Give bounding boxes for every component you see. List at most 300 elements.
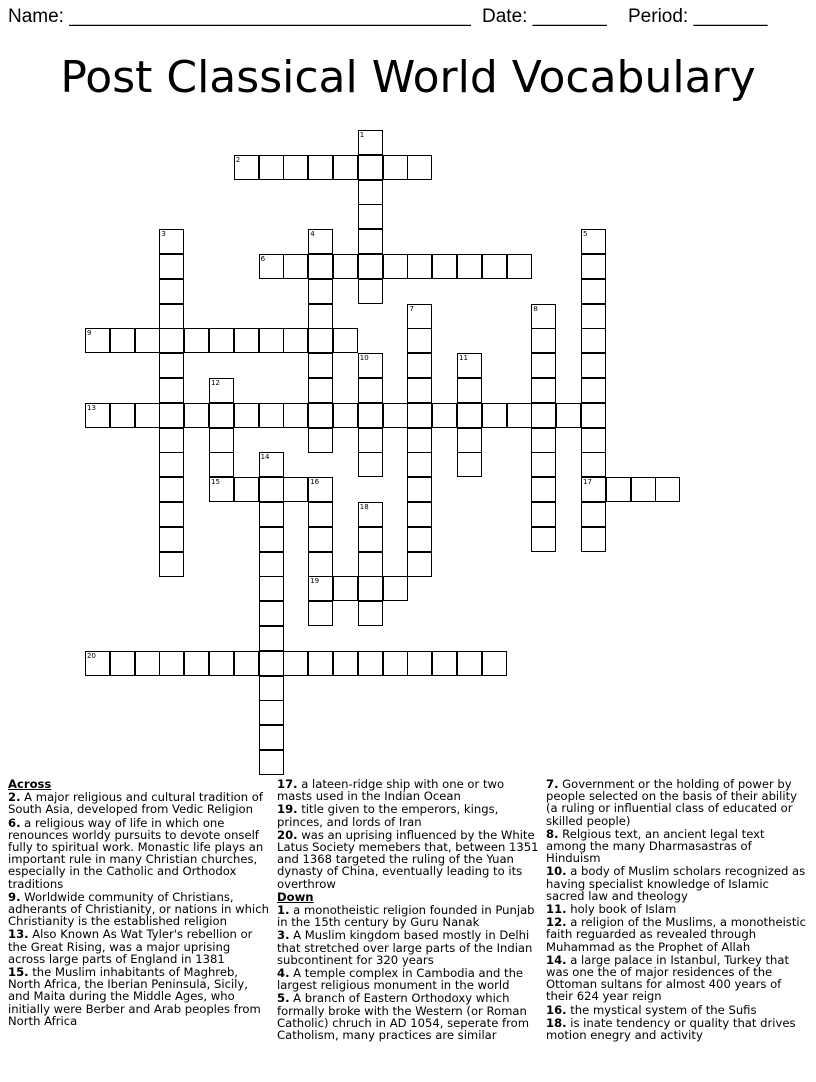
- cell-input[interactable]: [284, 652, 307, 675]
- cell-input[interactable]: [160, 255, 183, 278]
- cell-input[interactable]: [160, 553, 183, 576]
- grid-cell[interactable]: [556, 403, 581, 428]
- grid-cell[interactable]: [407, 304, 432, 329]
- cell-input[interactable]: [309, 329, 332, 352]
- cell-input[interactable]: [384, 156, 407, 179]
- cell-input[interactable]: [235, 156, 258, 179]
- grid-cell[interactable]: [283, 328, 308, 353]
- cell-input[interactable]: [359, 379, 382, 402]
- cell-input[interactable]: [384, 404, 407, 427]
- grid-cell[interactable]: [259, 676, 284, 701]
- cell-input[interactable]: [160, 280, 183, 303]
- cell-input[interactable]: [582, 305, 605, 328]
- cell-input[interactable]: [582, 429, 605, 452]
- grid-cell[interactable]: [457, 452, 482, 477]
- grid-cell[interactable]: [159, 279, 184, 304]
- grid-cell[interactable]: [358, 576, 383, 601]
- grid-cell[interactable]: [159, 304, 184, 329]
- grid-cell[interactable]: [358, 601, 383, 626]
- grid-cell[interactable]: [482, 651, 507, 676]
- grid-cell[interactable]: [333, 576, 358, 601]
- cell-input[interactable]: [235, 478, 258, 501]
- grid-cell[interactable]: [581, 328, 606, 353]
- grid-cell[interactable]: [308, 428, 333, 453]
- cell-input[interactable]: [433, 255, 456, 278]
- cell-input[interactable]: [557, 404, 580, 427]
- cell-input[interactable]: [582, 329, 605, 352]
- grid-cell[interactable]: [531, 477, 556, 502]
- cell-input[interactable]: [111, 652, 134, 675]
- grid-cell[interactable]: [407, 155, 432, 180]
- grid-cell[interactable]: [507, 254, 532, 279]
- cell-input[interactable]: [408, 553, 431, 576]
- grid-cell[interactable]: [358, 130, 383, 155]
- cell-input[interactable]: [359, 131, 382, 154]
- grid-cell[interactable]: [259, 725, 284, 750]
- grid-cell[interactable]: [159, 254, 184, 279]
- grid-cell[interactable]: [159, 428, 184, 453]
- grid-cell[interactable]: [333, 651, 358, 676]
- grid-cell[interactable]: [85, 328, 110, 353]
- cell-input[interactable]: [260, 503, 283, 526]
- cell-input[interactable]: [458, 652, 481, 675]
- cell-input[interactable]: [408, 156, 431, 179]
- grid-cell[interactable]: [85, 651, 110, 676]
- grid-cell[interactable]: [432, 254, 457, 279]
- grid-cell[interactable]: [259, 155, 284, 180]
- cell-input[interactable]: [582, 404, 605, 427]
- cell-input[interactable]: [309, 478, 332, 501]
- cell-input[interactable]: [483, 255, 506, 278]
- cell-input[interactable]: [210, 478, 233, 501]
- grid-cell[interactable]: [432, 403, 457, 428]
- cell-input[interactable]: [458, 404, 481, 427]
- cell-input[interactable]: [582, 503, 605, 526]
- grid-cell[interactable]: [308, 254, 333, 279]
- grid-cell[interactable]: [581, 353, 606, 378]
- grid-cell[interactable]: [581, 428, 606, 453]
- grid-cell[interactable]: [259, 527, 284, 552]
- cell-input[interactable]: [235, 652, 258, 675]
- grid-cell[interactable]: [259, 403, 284, 428]
- cell-input[interactable]: [136, 404, 159, 427]
- cell-input[interactable]: [582, 528, 605, 551]
- grid-cell[interactable]: [432, 651, 457, 676]
- cell-input[interactable]: [260, 255, 283, 278]
- cell-input[interactable]: [260, 156, 283, 179]
- cell-input[interactable]: [309, 404, 332, 427]
- grid-cell[interactable]: [383, 651, 408, 676]
- grid-cell[interactable]: [531, 428, 556, 453]
- cell-input[interactable]: [260, 404, 283, 427]
- cell-input[interactable]: [582, 354, 605, 377]
- cell-input[interactable]: [160, 329, 183, 352]
- cell-input[interactable]: [160, 379, 183, 402]
- cell-input[interactable]: [111, 404, 134, 427]
- cell-input[interactable]: [309, 354, 332, 377]
- grid-cell[interactable]: [482, 403, 507, 428]
- cell-input[interactable]: [260, 528, 283, 551]
- grid-cell[interactable]: [531, 378, 556, 403]
- grid-cell[interactable]: [308, 651, 333, 676]
- grid-cell[interactable]: [581, 403, 606, 428]
- grid-cell[interactable]: [407, 328, 432, 353]
- grid-cell[interactable]: [407, 477, 432, 502]
- grid-cell[interactable]: [159, 527, 184, 552]
- grid-cell[interactable]: [655, 477, 680, 502]
- grid-cell[interactable]: [159, 502, 184, 527]
- cell-input[interactable]: [210, 379, 233, 402]
- grid-cell[interactable]: [209, 452, 234, 477]
- grid-cell[interactable]: [159, 328, 184, 353]
- grid-cell[interactable]: [110, 328, 135, 353]
- grid-cell[interactable]: [259, 254, 284, 279]
- grid-cell[interactable]: [407, 403, 432, 428]
- cell-input[interactable]: [582, 280, 605, 303]
- grid-cell[interactable]: [407, 651, 432, 676]
- cell-input[interactable]: [359, 230, 382, 253]
- grid-cell[interactable]: [308, 502, 333, 527]
- grid-cell[interactable]: [135, 403, 160, 428]
- cell-input[interactable]: [508, 255, 531, 278]
- grid-cell[interactable]: [531, 304, 556, 329]
- cell-input[interactable]: [309, 528, 332, 551]
- cell-input[interactable]: [458, 255, 481, 278]
- cell-input[interactable]: [359, 205, 382, 228]
- grid-cell[interactable]: [457, 254, 482, 279]
- grid-cell[interactable]: [259, 651, 284, 676]
- cell-input[interactable]: [284, 255, 307, 278]
- grid-cell[interactable]: [184, 403, 209, 428]
- grid-cell[interactable]: [333, 155, 358, 180]
- grid-cell[interactable]: [209, 328, 234, 353]
- cell-input[interactable]: [408, 478, 431, 501]
- grid-cell[interactable]: [283, 254, 308, 279]
- grid-cell[interactable]: [259, 700, 284, 725]
- grid-cell[interactable]: [358, 527, 383, 552]
- grid-cell[interactable]: [383, 576, 408, 601]
- cell-input[interactable]: [309, 577, 332, 600]
- cell-input[interactable]: [86, 652, 109, 675]
- grid-cell[interactable]: [407, 527, 432, 552]
- grid-cell[interactable]: [135, 328, 160, 353]
- cell-input[interactable]: [532, 478, 555, 501]
- grid-cell[interactable]: [234, 155, 259, 180]
- cell-input[interactable]: [260, 478, 283, 501]
- grid-cell[interactable]: [383, 155, 408, 180]
- cell-input[interactable]: [160, 503, 183, 526]
- cell-input[interactable]: [210, 453, 233, 476]
- cell-input[interactable]: [408, 528, 431, 551]
- cell-input[interactable]: [260, 751, 283, 774]
- cell-input[interactable]: [160, 528, 183, 551]
- cell-input[interactable]: [359, 156, 382, 179]
- cell-input[interactable]: [532, 453, 555, 476]
- grid-cell[interactable]: [358, 378, 383, 403]
- grid-cell[interactable]: [234, 328, 259, 353]
- grid-cell[interactable]: [110, 403, 135, 428]
- cell-input[interactable]: [260, 602, 283, 625]
- grid-cell[interactable]: [531, 452, 556, 477]
- grid-cell[interactable]: [507, 403, 532, 428]
- cell-input[interactable]: [582, 230, 605, 253]
- cell-input[interactable]: [359, 453, 382, 476]
- grid-cell[interactable]: [531, 328, 556, 353]
- grid-cell[interactable]: [259, 576, 284, 601]
- grid-cell[interactable]: [358, 204, 383, 229]
- cell-input[interactable]: [309, 652, 332, 675]
- grid-cell[interactable]: [457, 428, 482, 453]
- cell-input[interactable]: [359, 652, 382, 675]
- grid-cell[interactable]: [358, 502, 383, 527]
- grid-cell[interactable]: [358, 452, 383, 477]
- cell-input[interactable]: [136, 652, 159, 675]
- cell-input[interactable]: [260, 627, 283, 650]
- cell-input[interactable]: [284, 404, 307, 427]
- grid-cell[interactable]: [209, 428, 234, 453]
- cell-input[interactable]: [260, 726, 283, 749]
- grid-cell[interactable]: [85, 403, 110, 428]
- grid-cell[interactable]: [259, 750, 284, 775]
- cell-input[interactable]: [359, 553, 382, 576]
- cell-input[interactable]: [532, 528, 555, 551]
- grid-cell[interactable]: [259, 552, 284, 577]
- grid-cell[interactable]: [234, 403, 259, 428]
- name-field-label[interactable]: Name: ______________________________________: [8, 6, 471, 27]
- cell-input[interactable]: [334, 255, 357, 278]
- cell-input[interactable]: [160, 354, 183, 377]
- cell-input[interactable]: [359, 404, 382, 427]
- cell-input[interactable]: [160, 404, 183, 427]
- cell-input[interactable]: [260, 329, 283, 352]
- cell-input[interactable]: [260, 677, 283, 700]
- cell-input[interactable]: [235, 329, 258, 352]
- cell-input[interactable]: [309, 429, 332, 452]
- grid-cell[interactable]: [531, 527, 556, 552]
- cell-input[interactable]: [284, 478, 307, 501]
- grid-cell[interactable]: [581, 279, 606, 304]
- cell-input[interactable]: [185, 329, 208, 352]
- grid-cell[interactable]: [308, 353, 333, 378]
- grid-cell[interactable]: [383, 254, 408, 279]
- cell-input[interactable]: [384, 255, 407, 278]
- cell-input[interactable]: [160, 305, 183, 328]
- cell-input[interactable]: [607, 478, 630, 501]
- cell-input[interactable]: [408, 255, 431, 278]
- cell-input[interactable]: [334, 329, 357, 352]
- cell-input[interactable]: [160, 453, 183, 476]
- grid-cell[interactable]: [184, 651, 209, 676]
- grid-cell[interactable]: [383, 403, 408, 428]
- grid-cell[interactable]: [407, 502, 432, 527]
- grid-cell[interactable]: [407, 428, 432, 453]
- cell-input[interactable]: [433, 652, 456, 675]
- grid-cell[interactable]: [308, 576, 333, 601]
- cell-input[interactable]: [359, 528, 382, 551]
- grid-cell[interactable]: [457, 353, 482, 378]
- grid-cell[interactable]: [581, 378, 606, 403]
- cell-input[interactable]: [284, 156, 307, 179]
- grid-cell[interactable]: [407, 254, 432, 279]
- cell-input[interactable]: [408, 429, 431, 452]
- cell-input[interactable]: [309, 255, 332, 278]
- grid-cell[interactable]: [407, 452, 432, 477]
- grid-cell[interactable]: [159, 378, 184, 403]
- cell-input[interactable]: [384, 577, 407, 600]
- grid-cell[interactable]: [358, 353, 383, 378]
- grid-cell[interactable]: [283, 651, 308, 676]
- grid-cell[interactable]: [283, 403, 308, 428]
- cell-input[interactable]: [210, 404, 233, 427]
- cell-input[interactable]: [334, 156, 357, 179]
- cell-input[interactable]: [160, 478, 183, 501]
- cell-input[interactable]: [458, 379, 481, 402]
- grid-cell[interactable]: [308, 328, 333, 353]
- grid-cell[interactable]: [358, 180, 383, 205]
- cell-input[interactable]: [408, 404, 431, 427]
- cell-input[interactable]: [408, 652, 431, 675]
- grid-cell[interactable]: [457, 378, 482, 403]
- cell-input[interactable]: [309, 305, 332, 328]
- cell-input[interactable]: [160, 429, 183, 452]
- grid-cell[interactable]: [606, 477, 631, 502]
- grid-cell[interactable]: [457, 403, 482, 428]
- grid-cell[interactable]: [531, 502, 556, 527]
- cell-input[interactable]: [309, 379, 332, 402]
- cell-input[interactable]: [160, 652, 183, 675]
- grid-cell[interactable]: [358, 254, 383, 279]
- period-field-label[interactable]: Period: _______: [628, 6, 768, 27]
- cell-input[interactable]: [334, 404, 357, 427]
- cell-input[interactable]: [408, 503, 431, 526]
- grid-cell[interactable]: [209, 651, 234, 676]
- cell-input[interactable]: [359, 280, 382, 303]
- cell-input[interactable]: [86, 329, 109, 352]
- cell-input[interactable]: [582, 379, 605, 402]
- grid-cell[interactable]: [308, 378, 333, 403]
- cell-input[interactable]: [260, 652, 283, 675]
- grid-cell[interactable]: [407, 378, 432, 403]
- grid-cell[interactable]: [159, 651, 184, 676]
- cell-input[interactable]: [408, 305, 431, 328]
- grid-cell[interactable]: [110, 651, 135, 676]
- cell-input[interactable]: [582, 453, 605, 476]
- cell-input[interactable]: [408, 453, 431, 476]
- cell-input[interactable]: [309, 553, 332, 576]
- grid-cell[interactable]: [581, 502, 606, 527]
- grid-cell[interactable]: [631, 477, 656, 502]
- date-field-label[interactable]: Date: _______: [482, 6, 607, 27]
- grid-cell[interactable]: [531, 403, 556, 428]
- cell-input[interactable]: [582, 255, 605, 278]
- grid-cell[interactable]: [333, 328, 358, 353]
- cell-input[interactable]: [210, 652, 233, 675]
- grid-cell[interactable]: [308, 552, 333, 577]
- cell-input[interactable]: [433, 404, 456, 427]
- cell-input[interactable]: [284, 329, 307, 352]
- grid-cell[interactable]: [407, 552, 432, 577]
- grid-cell[interactable]: [358, 552, 383, 577]
- grid-cell[interactable]: [333, 254, 358, 279]
- grid-cell[interactable]: [259, 502, 284, 527]
- cell-input[interactable]: [136, 329, 159, 352]
- cell-input[interactable]: [210, 429, 233, 452]
- cell-input[interactable]: [235, 404, 258, 427]
- grid-cell[interactable]: [184, 328, 209, 353]
- cell-input[interactable]: [532, 404, 555, 427]
- cell-input[interactable]: [532, 503, 555, 526]
- cell-input[interactable]: [359, 354, 382, 377]
- cell-input[interactable]: [309, 230, 332, 253]
- cell-input[interactable]: [632, 478, 655, 501]
- cell-input[interactable]: [309, 602, 332, 625]
- cell-input[interactable]: [260, 701, 283, 724]
- grid-cell[interactable]: [283, 477, 308, 502]
- grid-cell[interactable]: [259, 601, 284, 626]
- cell-input[interactable]: [532, 354, 555, 377]
- cell-input[interactable]: [210, 329, 233, 352]
- cell-input[interactable]: [309, 503, 332, 526]
- cell-input[interactable]: [532, 379, 555, 402]
- cell-input[interactable]: [359, 577, 382, 600]
- cell-input[interactable]: [582, 478, 605, 501]
- grid-cell[interactable]: [308, 527, 333, 552]
- grid-cell[interactable]: [308, 601, 333, 626]
- cell-input[interactable]: [458, 429, 481, 452]
- grid-cell[interactable]: [234, 651, 259, 676]
- grid-cell[interactable]: [358, 428, 383, 453]
- cell-input[interactable]: [334, 577, 357, 600]
- grid-cell[interactable]: [209, 403, 234, 428]
- cell-input[interactable]: [458, 453, 481, 476]
- cell-input[interactable]: [111, 329, 134, 352]
- grid-cell[interactable]: [358, 279, 383, 304]
- grid-cell[interactable]: [159, 353, 184, 378]
- cell-input[interactable]: [185, 652, 208, 675]
- cell-input[interactable]: [359, 602, 382, 625]
- grid-cell[interactable]: [581, 527, 606, 552]
- grid-cell[interactable]: [159, 552, 184, 577]
- grid-cell[interactable]: [283, 155, 308, 180]
- grid-cell[interactable]: [358, 229, 383, 254]
- grid-cell[interactable]: [308, 279, 333, 304]
- grid-cell[interactable]: [234, 477, 259, 502]
- cell-input[interactable]: [408, 354, 431, 377]
- grid-cell[interactable]: [209, 378, 234, 403]
- grid-cell[interactable]: [259, 328, 284, 353]
- cell-input[interactable]: [483, 404, 506, 427]
- cell-input[interactable]: [260, 553, 283, 576]
- grid-cell[interactable]: [308, 304, 333, 329]
- grid-cell[interactable]: [358, 155, 383, 180]
- cell-input[interactable]: [334, 652, 357, 675]
- grid-cell[interactable]: [333, 403, 358, 428]
- grid-cell[interactable]: [308, 403, 333, 428]
- grid-cell[interactable]: [308, 229, 333, 254]
- cell-input[interactable]: [359, 255, 382, 278]
- cell-input[interactable]: [359, 429, 382, 452]
- grid-cell[interactable]: [581, 452, 606, 477]
- grid-cell[interactable]: [407, 353, 432, 378]
- cell-input[interactable]: [656, 478, 679, 501]
- cell-input[interactable]: [185, 404, 208, 427]
- cell-input[interactable]: [408, 379, 431, 402]
- cell-input[interactable]: [508, 404, 531, 427]
- grid-cell[interactable]: [259, 452, 284, 477]
- grid-cell[interactable]: [159, 403, 184, 428]
- cell-input[interactable]: [86, 404, 109, 427]
- cell-input[interactable]: [532, 329, 555, 352]
